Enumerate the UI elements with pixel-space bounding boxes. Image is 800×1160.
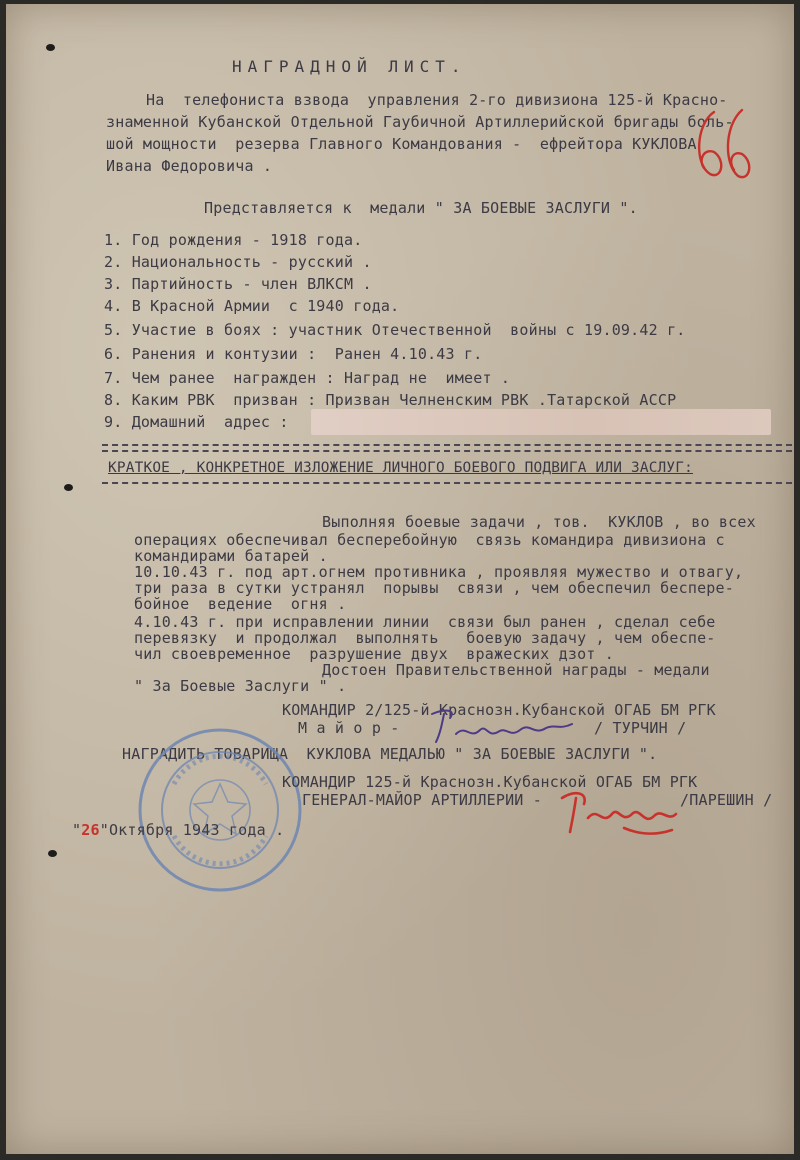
document-title: НАГРАДНОЙ ЛИСТ.: [232, 57, 467, 76]
field-line: 1. Год рождения - 1918 года.: [104, 231, 363, 249]
narrative-line: Выполняя боевые задачи , тов. КУКЛОВ , во всех: [322, 513, 756, 531]
field-line: 6. Ранения и контузии : Ранен 4.10.43 г.: [104, 345, 483, 363]
narrative-line: чил своевременное разрушение двух вражеских дзот .: [134, 645, 614, 663]
section-heading: КРАТКОЕ , КОНКРЕТНОЕ ИЗЛОЖЕНИЕ ЛИЧНОГО БОЕВОГО ПОДВИГА ИЛИ ЗАСЛУГ:: [108, 460, 694, 476]
date-line: "26"Октября 1943 года .: [72, 821, 285, 839]
punch-hole: [64, 484, 73, 491]
official-seal-stamp: [134, 724, 306, 896]
nomination-line: Представляется к медали " ЗА БОЕВЫЕ ЗАСЛУГИ ".: [204, 199, 638, 217]
narrative-line: Достоен Правительственной награды - медали: [322, 661, 710, 679]
commander2-rank: ГЕНЕРАЛ-МАЙОР АРТИЛЛЕРИИ -: [302, 791, 542, 809]
narrative-line: 4.10.43 г. при исправлении линии связи был ранен , сделал себе: [134, 613, 716, 631]
field-line: 8. Каким РВК призван : Призван Челненским РВК .Татарской АССР: [104, 391, 677, 409]
narrative-line: " За Боевые Заслуги " .: [134, 677, 347, 695]
commander2-title: КОМАНДИР 125-й Краснозн.Кубанской ОГАБ БМ РГК: [282, 773, 698, 791]
intro-line: шой мощности резерва Главного Командования - ефрейтора КУКЛОВА: [106, 135, 697, 153]
commander1-name: / ТУРЧИН /: [594, 719, 687, 737]
narrative-line: операциях обеспечивал бесперебойную связь командира дивизиона с: [134, 531, 725, 549]
narrative-line: бойное ведение огня .: [134, 595, 347, 613]
intro-line: Ивана Федоровича .: [106, 157, 273, 175]
separator-line: [102, 450, 792, 452]
separator-line: [102, 482, 792, 484]
redacted-address: [311, 409, 771, 435]
date-day: 26: [81, 821, 100, 839]
field-line: 5. Участие в боях : участник Отечественной войны с 19.09.42 г.: [104, 321, 686, 339]
field-line: 4. В Красной Армии с 1940 года.: [104, 297, 400, 315]
commander1-signature: [426, 704, 576, 748]
commander2-name: /ПАРЕШИН /: [680, 791, 773, 809]
field-line: 2. Национальность - русский .: [104, 253, 372, 271]
narrative-line: командирами батарей .: [134, 547, 328, 565]
narrative-line: 10.10.43 г. под арт.огнем противника , проявляя мужество и отвагу,: [134, 563, 744, 581]
date-rest: Октября 1943 года .: [108, 821, 285, 839]
field-line: 9. Домашний адрес :: [104, 413, 289, 431]
commander1-rank: М а й о р -: [298, 719, 400, 737]
intro-line: знаменной Кубанской Отдельной Гаубичной Артиллерийской бригады боль-: [106, 113, 734, 131]
award-order: НАГРАДИТЬ ТОВАРИЩА КУКЛОВА МЕДАЛЬЮ " ЗА БОЕВЫЕ ЗАСЛУГИ ".: [122, 745, 658, 763]
narrative-line: три раза в сутки устранял порывы связи , чем обеспечил беспере-: [134, 579, 734, 597]
field-line: 7. Чем ранее награжден : Наград не имеет .: [104, 369, 511, 387]
commander2-signature: [554, 784, 684, 844]
intro-line: На телефониста взвода управления 2-го дивизиона 125-й Красно-: [146, 91, 728, 109]
narrative-line: перевязку и продолжал выполнять боевую задачу , чем обеспе-: [134, 629, 716, 647]
commander1-title: КОМАНДИР 2/125-й Краснозн.Кубанской ОГАБ БМ РГК: [282, 701, 716, 719]
award-sheet: [6, 4, 794, 1154]
separator-line: [102, 444, 792, 446]
handwritten-number-mark: [686, 104, 766, 194]
punch-hole: [46, 44, 55, 51]
field-line: 3. Партийность - член ВЛКСМ .: [104, 275, 372, 293]
punch-hole: [48, 850, 57, 857]
